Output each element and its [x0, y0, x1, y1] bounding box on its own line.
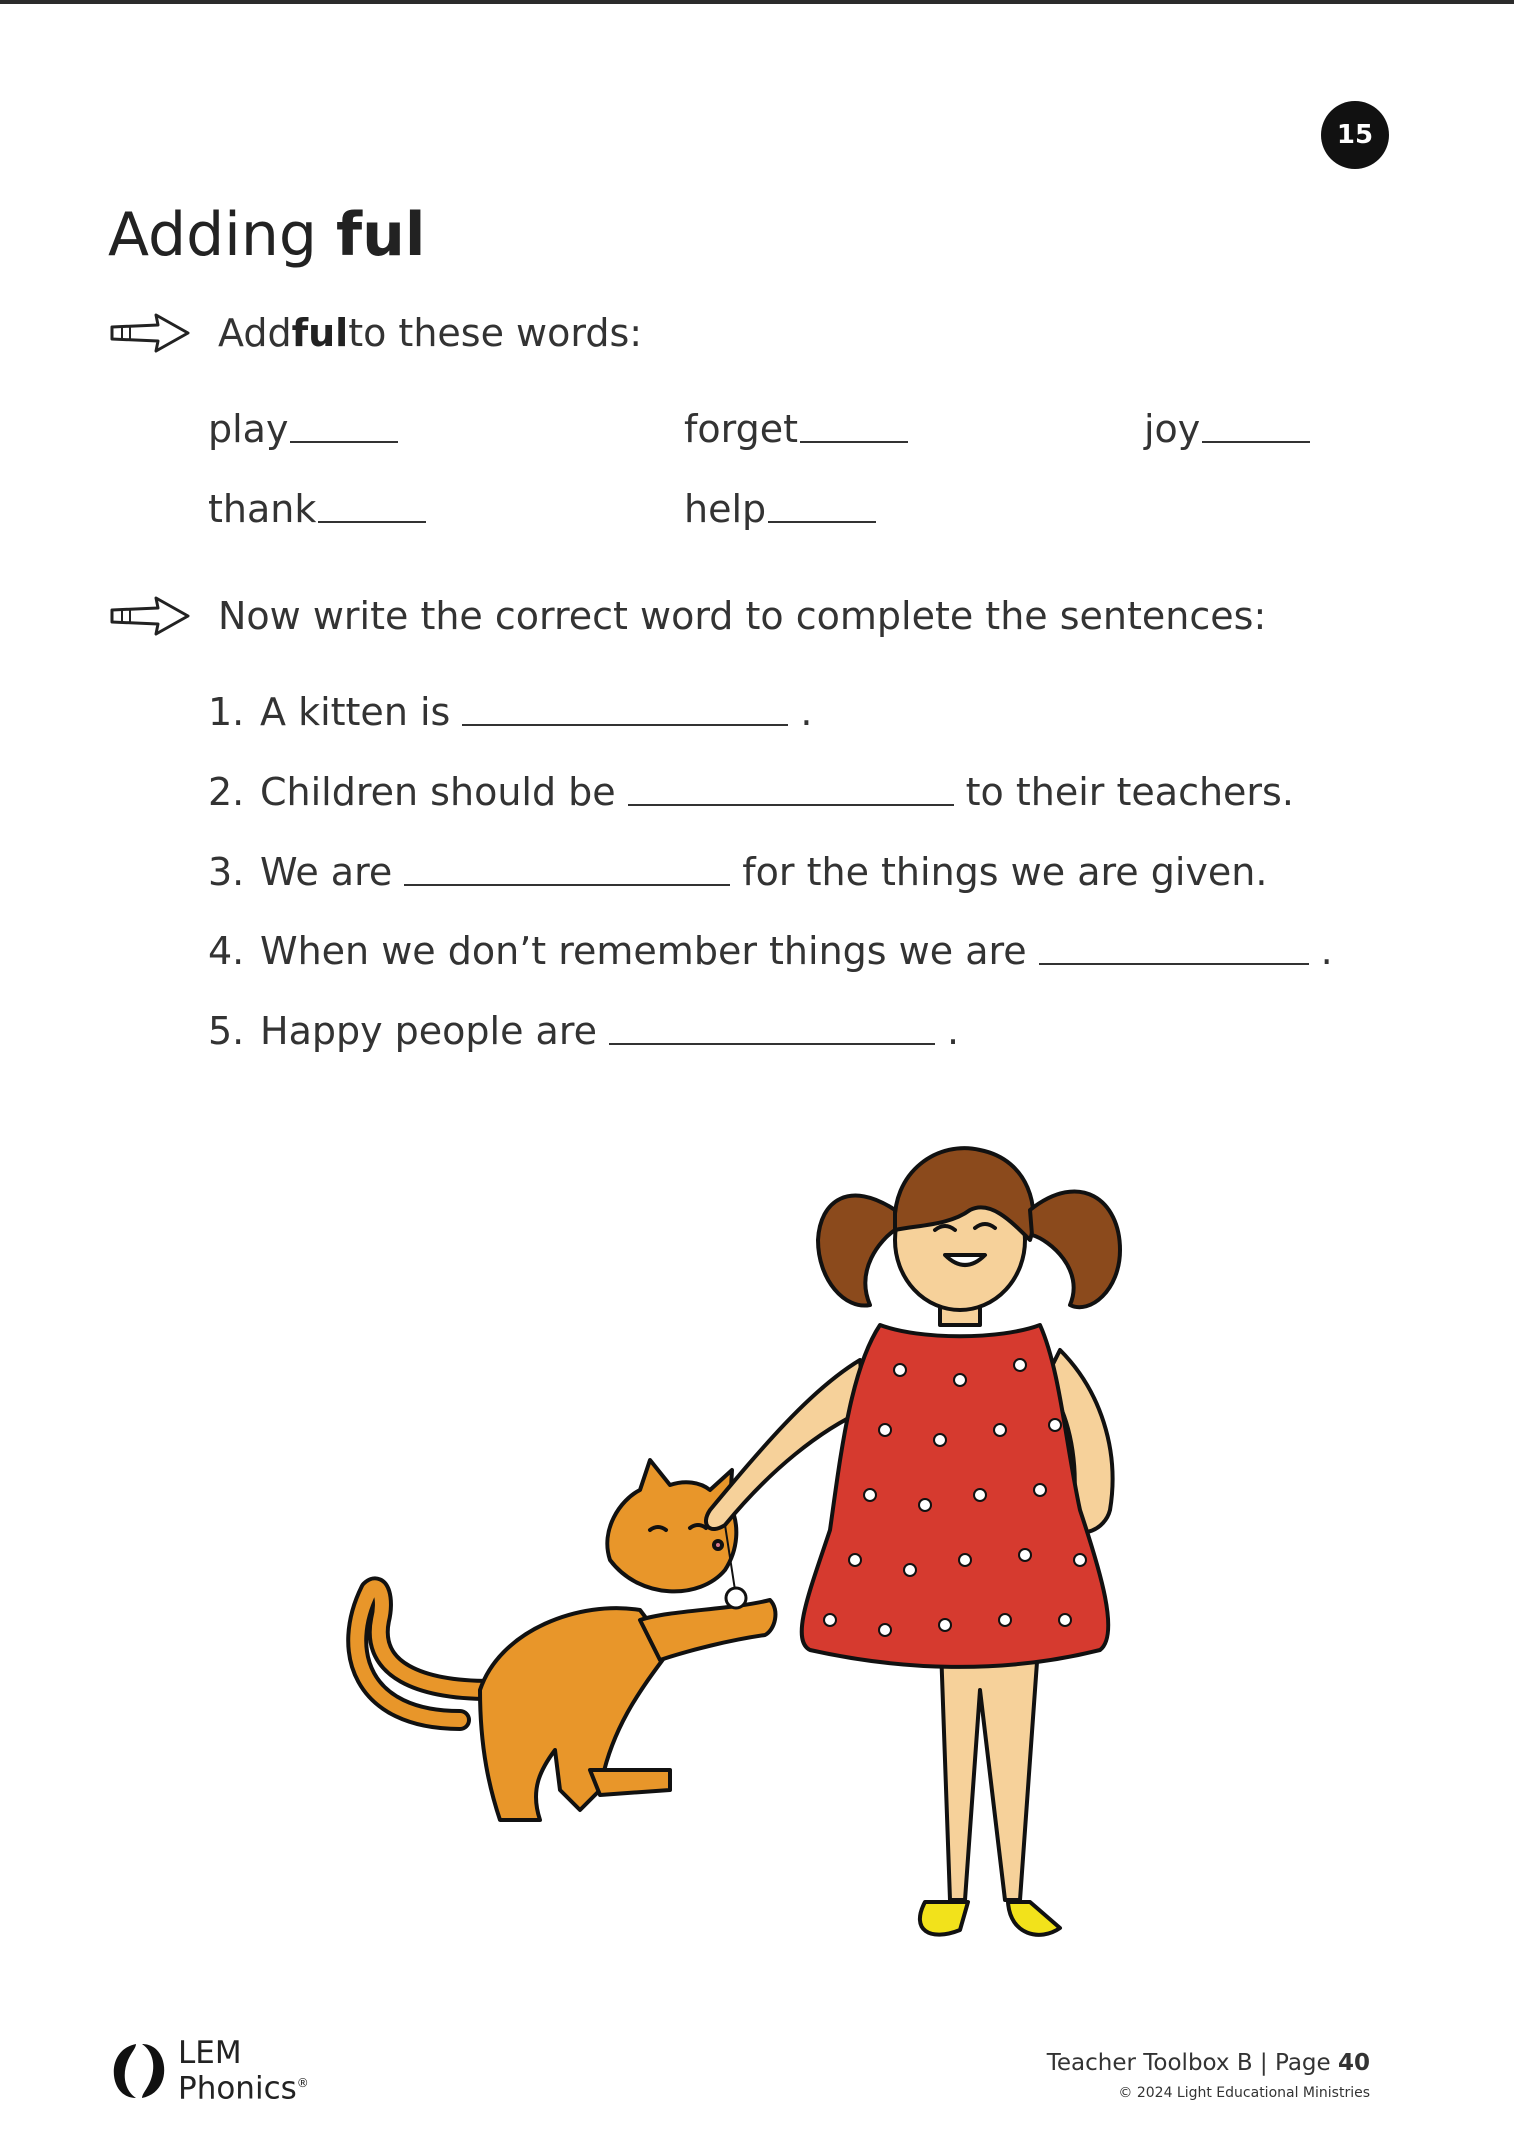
sentence-after: .: [1320, 929, 1333, 973]
word-text: thank: [208, 487, 317, 531]
sentence-number: 3.: [208, 850, 245, 894]
answer-blank[interactable]: [404, 883, 730, 886]
word-text: joy: [1144, 407, 1201, 451]
pointing-hand-icon: [108, 305, 194, 361]
logo-line2: Phonics: [178, 2070, 297, 2107]
instruction-add-ful: [108, 305, 642, 361]
lem-phonics-logo: [106, 2035, 309, 2107]
logo-registered-mark: ®: [296, 2076, 309, 2091]
word-item: [208, 487, 426, 531]
sentence-row: [208, 850, 1267, 894]
sentence-before: We are: [260, 850, 393, 894]
sentence-number: 5.: [208, 1009, 245, 1053]
word-item: [208, 407, 398, 451]
sentence-before: Happy people are: [260, 1009, 598, 1053]
logo-line1: LEM: [178, 2035, 242, 2072]
sentence-before: Children should be: [260, 770, 616, 814]
girl-and-cat-illustration: [340, 1130, 1240, 1960]
answer-blank[interactable]: [628, 803, 954, 806]
top-border: [0, 0, 1514, 4]
sentence-row: [208, 1009, 959, 1053]
pointing-hand-icon: [108, 588, 194, 644]
sentence-after: .: [947, 1009, 960, 1053]
logo-text: [178, 2035, 309, 2107]
word-blank[interactable]: [768, 520, 876, 523]
word-blank[interactable]: [1202, 440, 1310, 443]
word-text: forget: [684, 407, 798, 451]
instruction-sentences: [108, 588, 1266, 644]
title-bold: ful: [336, 200, 426, 270]
answer-blank[interactable]: [462, 723, 788, 726]
answer-blank[interactable]: [609, 1042, 935, 1045]
word-blank[interactable]: [318, 520, 426, 523]
page-title: [108, 200, 425, 270]
page-number-badge: [1321, 101, 1389, 169]
sentence-number: 4.: [208, 929, 245, 973]
instruction1-suffix: to these words:: [348, 311, 643, 355]
sentence-after: .: [800, 690, 813, 734]
instruction1-bold: ful: [291, 311, 349, 355]
footer-page-info: [1047, 2050, 1370, 2076]
sentence-before: When we don’t remember things we are: [260, 929, 1027, 973]
sentence-after: to their teachers.: [965, 770, 1294, 814]
footer-copyright: © 2024 Light Educational Ministries: [1118, 2085, 1370, 2101]
footer-book: Teacher Toolbox B | Page: [1046, 2050, 1338, 2076]
sentence-row: [208, 690, 812, 734]
sentence-before: A kitten is: [260, 690, 451, 734]
word-text: play: [208, 407, 289, 451]
word-item: [684, 407, 908, 451]
sentence-number: 1.: [208, 690, 245, 734]
page-number-text: 15: [1336, 120, 1374, 150]
girl-figure: [706, 1148, 1120, 1935]
word-blank[interactable]: [290, 440, 398, 443]
word-text: help: [684, 487, 767, 531]
logo-line2-wrap: [178, 2068, 309, 2107]
sentence-after: for the things we are given.: [742, 850, 1268, 894]
sentence-row: [208, 929, 1333, 973]
sentence-row: [208, 770, 1294, 814]
title-prefix: Adding: [108, 200, 337, 270]
instruction1-prefix: Add: [218, 311, 292, 355]
word-item: [684, 487, 876, 531]
answer-blank[interactable]: [1039, 962, 1309, 965]
word-blank[interactable]: [800, 440, 908, 443]
instruction2-text: Now write the correct word to complete the sentences:: [218, 594, 1267, 638]
lem-logo-icon: [106, 2038, 172, 2104]
footer-page-number: 40: [1337, 2050, 1370, 2076]
word-item: [1144, 407, 1310, 451]
sentence-number: 2.: [208, 770, 245, 814]
